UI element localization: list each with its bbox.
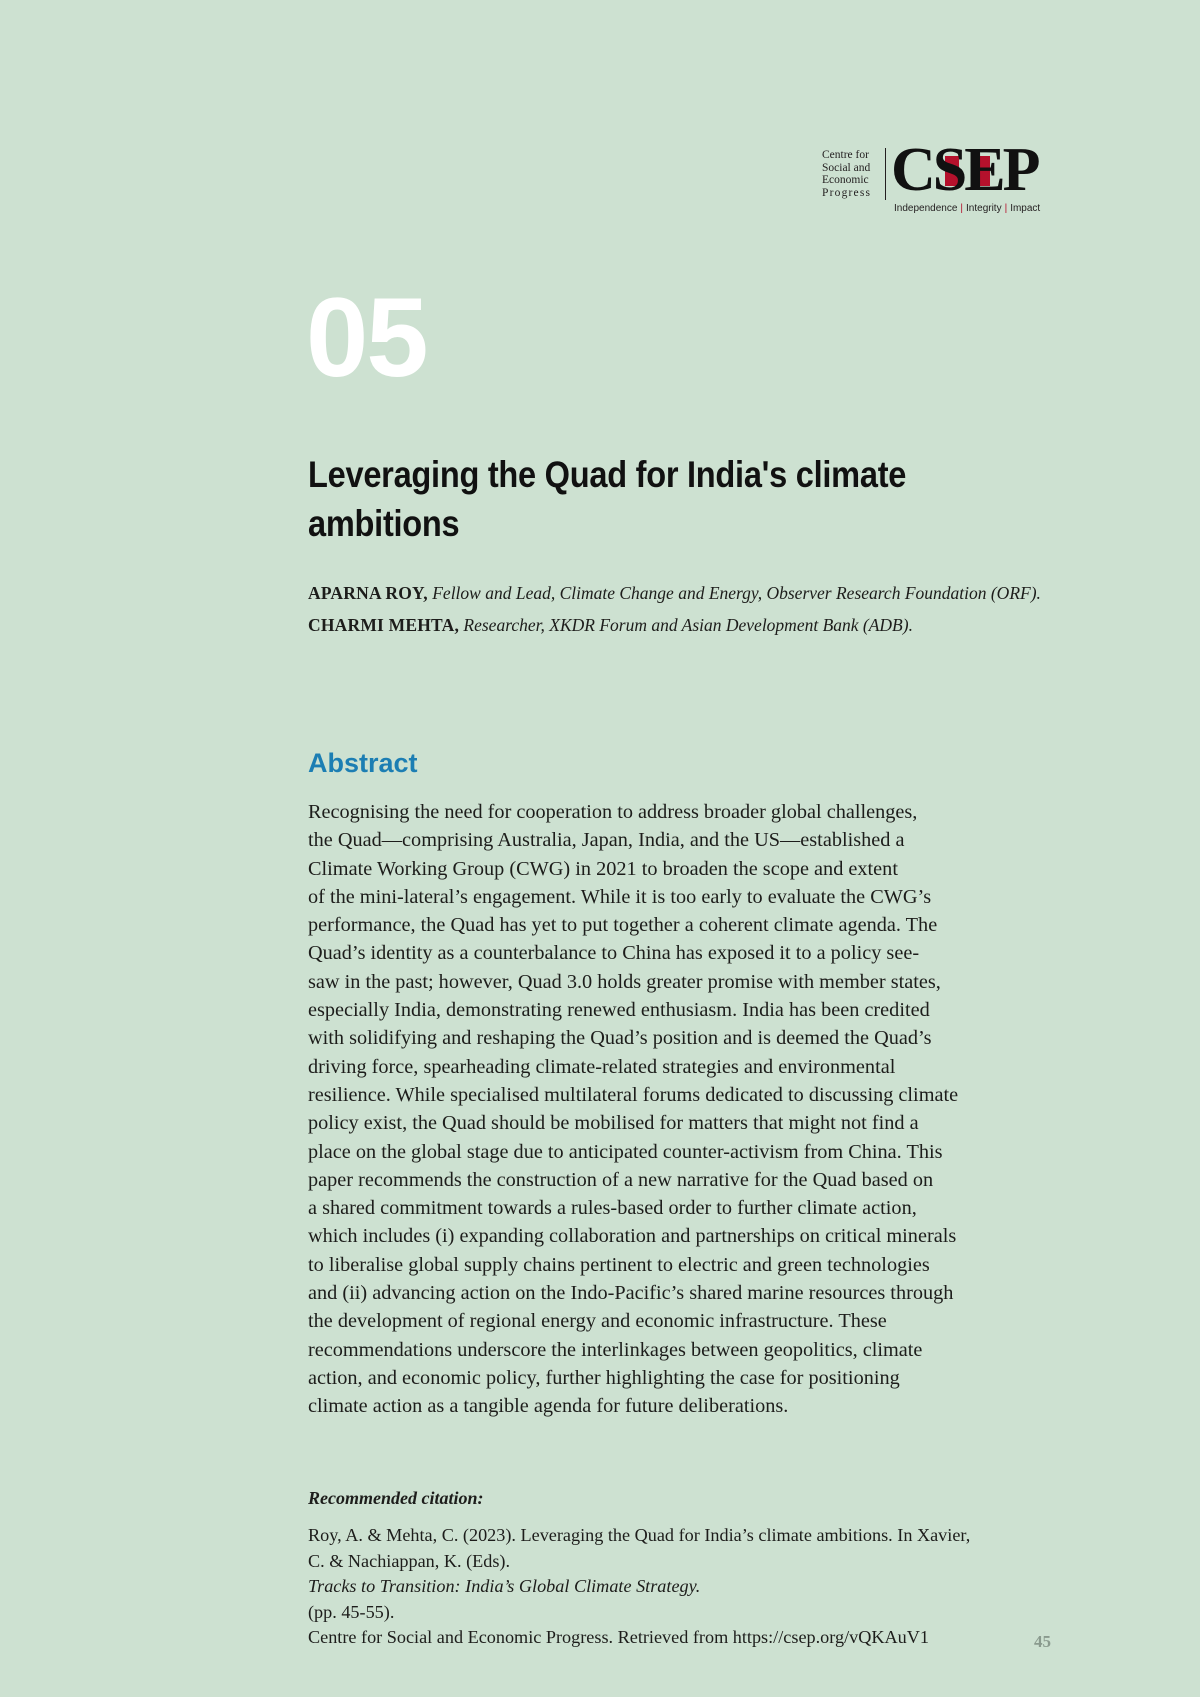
abstract-line: and (ii) advancing action on the Indo-Pacific’s shared marine resources through [308,1282,954,1305]
abstract-line: resilience. While specialised multilateral forums dedicated to discussing climate [308,1083,959,1106]
abstract-line: the development of regional energy and economic infrastructure. These [308,1310,887,1333]
page-title: Leveraging the Quad for India's climate ambitions [308,454,907,544]
abstract-line: Climate Working Group (CWG) in 2021 to broaden the scope and extent [308,857,898,880]
page-number: 45 [1034,1632,1051,1651]
csep-logo [818,136,1058,220]
abstract-line: policy exist, the Quad should be mobilised for matters that might not find a [308,1112,919,1135]
author-name: CHARMI MEHTA, [308,615,460,635]
citation-text [308,1523,1088,1651]
abstract-line: paper recommends the construction of a new narrative for the Quad based on [308,1168,934,1191]
author-name: APARNA ROY, [308,583,428,603]
abstract-line: performance, the Quad has yet to put together a coherent climate agenda. The [308,914,938,937]
citation-line: C. & Nachiappan, K. (Eds). Tracks to Transition: India’s Global Climate Strategy. (pp. 45-55). [308,1550,701,1622]
logo-wordmark: CSEP [891,136,1038,204]
author-line [308,577,1108,609]
author-affiliation: Researcher, XKDR Forum and Asian Development Bank (ADB). [463,615,913,635]
citation-line: Centre for Social and Economic Progress. Retrieved from https://csep.org/vQKAuV1 [308,1627,929,1647]
abstract-line: recommendations underscore the interlinkages between geopolitics, climate [308,1338,923,1361]
abstract-line: driving force, spearheading climate-related strategies and environmental [308,1055,896,1078]
abstract-line: to liberalise global supply chains pertinent to electric and green technologies [308,1253,930,1276]
author-line [308,609,1108,641]
chapter-number: 05 [306,275,427,400]
citation-book-title: Tracks to Transition: India’s Global Climate Strategy. [308,1576,701,1596]
citation-line: Roy, A. & Mehta, C. (2023). Leveraging the Quad for India’s climate ambitions. In Xavier, [308,1525,971,1545]
logo-tagline: Independence | Integrity | Impact [894,203,1041,214]
abstract-line: action, and economic policy, further highlighting the case for positioning [308,1366,900,1389]
logo-divider [885,148,886,200]
abstract-line: saw in the past; however, Quad 3.0 holds greater promise with member states, [308,970,941,993]
logo-org-name: Centre for Social and Economic Progress [822,149,872,199]
abstract-line: place on the global stage due to anticipated counter-activism from China. This [308,1140,943,1163]
author-affiliation: Fellow and Lead, Climate Change and Energy, Observer Research Foundation (ORF). [432,583,1041,603]
citation-label: Recommended citation: [308,1488,484,1508]
abstract-line: of the mini-lateral’s engagement. While it is too early to evaluate the CWG’s [308,885,932,908]
abstract-line: climate action as a tangible agenda for future deliberations. [308,1395,789,1418]
abstract-line: especially India, demonstrating renewed enthusiasm. India has been credited [308,999,930,1022]
abstract-line: which includes (i) expanding collaboration and partnerships on critical minerals [308,1225,957,1248]
author-list [308,577,1108,641]
abstract-body [308,798,1068,1421]
abstract-line: Quad’s identity as a counterbalance to China has exposed it to a policy see- [308,942,920,965]
abstract-line: Recognising the need for cooperation to address broader global challenges, [308,801,918,823]
abstract-line: the Quad—comprising Australia, Japan, India, and the US—established a [308,829,905,852]
abstract-heading: Abstract [308,748,418,778]
abstract-line: a shared commitment towards a rules-based order to further climate action, [308,1197,917,1220]
abstract-line: with solidifying and reshaping the Quad’s position and is deemed the Quad’s [308,1027,932,1050]
